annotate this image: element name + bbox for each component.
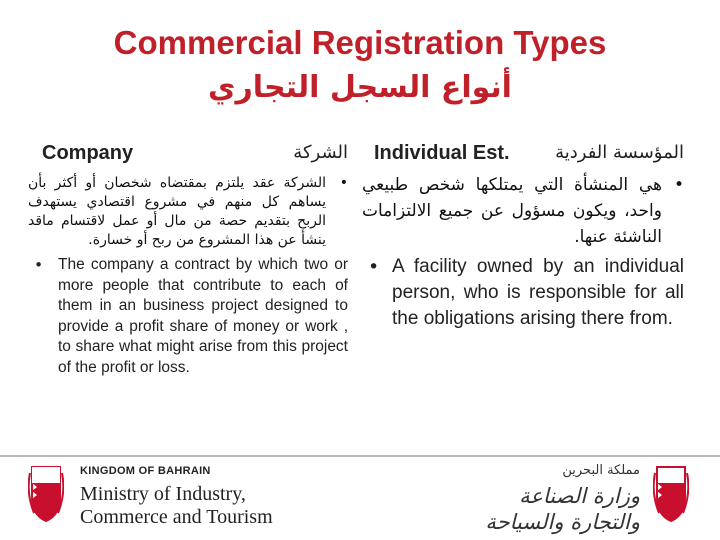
individual-heading-ar: المؤسسة الفردية (555, 142, 684, 163)
company-text-ar: الشركة عقد يلتزم بمقتضاه شخصان أو أكثر بأن يساهم كل منهم في مشروع اقتصادي يستهدف الربح بتقديم حصة من مال أو عمل لاقتسام ماقد ينشأ عن هذا المشروع من ربح أو خسارة. (28, 175, 326, 248)
ministry-name-en-line2: Commerce and Tourism (80, 506, 273, 528)
individual-bullet-ar (362, 172, 684, 250)
individual-heading (362, 140, 684, 170)
individual-heading-en: Individual Est. (374, 142, 510, 164)
kingdom-label-ar: مملكة البحرين (562, 463, 640, 478)
bullet-dot-icon: • (368, 256, 380, 278)
ministry-name-ar-line1: وزارة الصناعة (519, 484, 640, 508)
individual-text-en: A facility owned by an individual person, who is responsible for all the obligations arising there from. (392, 256, 684, 329)
ministry-footer (0, 455, 720, 540)
company-heading-en: Company (42, 142, 134, 164)
individual-column (362, 140, 684, 332)
slide-title-ar: أنواع السجل التجاري (208, 70, 512, 105)
bahrain-emblem-icon (653, 463, 689, 523)
slide-title-en: Commercial Registration Types (113, 24, 607, 61)
company-bullet-ar (28, 174, 348, 250)
company-heading-ar: الشركة (293, 142, 348, 163)
ministry-name-ar (485, 483, 640, 535)
bahrain-emblem-icon (28, 463, 64, 523)
bullet-dot-icon: • (673, 175, 684, 195)
ministry-name-ar-line2: والتجارة والسياحة (485, 510, 640, 534)
company-column (28, 140, 348, 378)
footer-divider (0, 455, 720, 457)
individual-bullet-en (362, 254, 684, 332)
company-heading (28, 140, 348, 170)
individual-text-ar: هي المنشأة التي يمتلكها شخص طبيعي واحد، ويكون مسؤول عن جميع الالتزامات الناشئة عنها. (362, 175, 662, 247)
ministry-name-en-line1: Ministry of Industry, (80, 483, 246, 505)
company-bullet-en (28, 255, 348, 378)
bullet-dot-icon: • (34, 256, 44, 274)
bullet-dot-icon: • (339, 175, 348, 191)
ministry-name-en (80, 483, 273, 529)
company-text-en: The company a contract by which two or more people that contribute to each of them in an business project designed to provide a profit share of money or work , to share what might arise from this project of the profit or loss. (58, 256, 348, 376)
kingdom-label-en: KINGDOM OF BAHRAIN (80, 465, 211, 477)
